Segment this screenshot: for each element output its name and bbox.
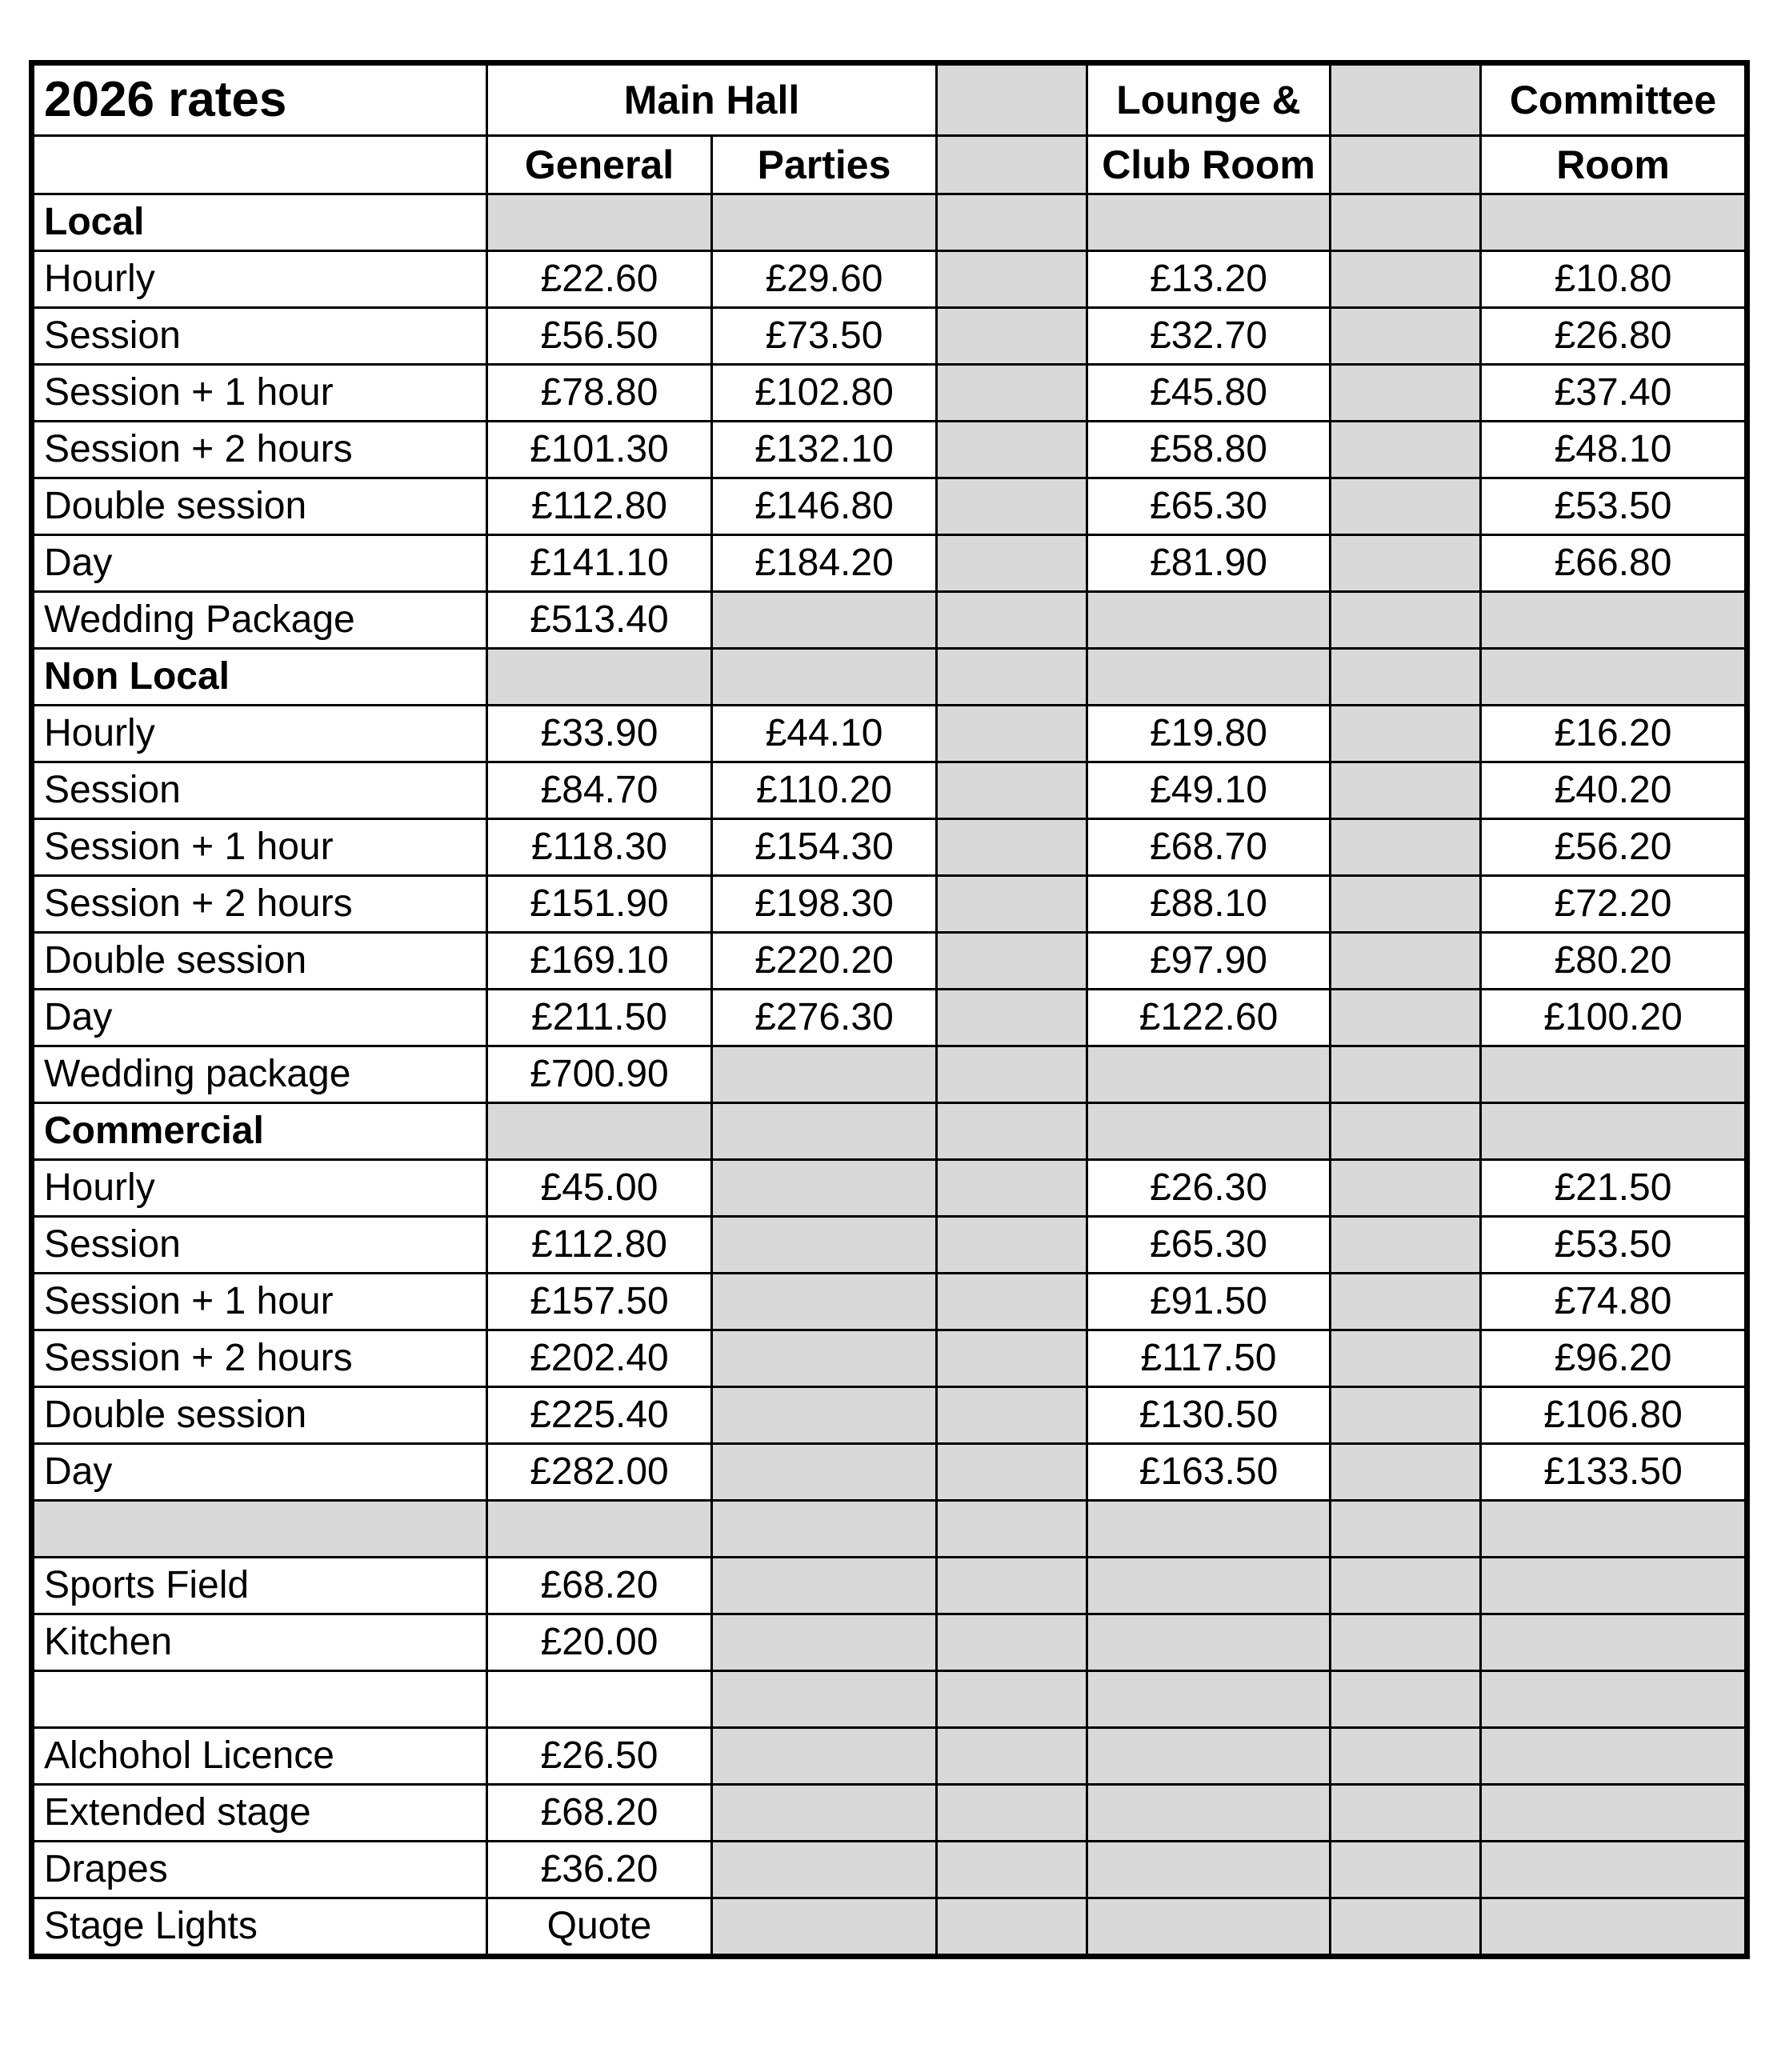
empty-cell — [32, 1671, 487, 1728]
spacer-column — [1331, 819, 1481, 876]
lounge-header-line2: Club Room — [1087, 136, 1331, 194]
row-label: Session + 2 hours — [32, 422, 487, 478]
row-label: Double session — [32, 478, 487, 535]
spacer-column — [937, 1274, 1087, 1330]
spacer-column — [937, 1330, 1087, 1387]
spacer-column — [1331, 1046, 1481, 1103]
committee-price: £10.80 — [1481, 251, 1747, 308]
shaded-cell — [712, 1785, 937, 1842]
shaded-cell — [1481, 1842, 1747, 1898]
shaded-cell — [1481, 1558, 1747, 1614]
committee-price: £133.50 — [1481, 1444, 1747, 1501]
shaded-cell — [937, 1103, 1087, 1160]
table-row — [32, 990, 1747, 1046]
table-row — [32, 819, 1747, 876]
spacer-column — [937, 478, 1087, 535]
main-hall-general-price: £151.90 — [487, 876, 712, 933]
spacer-column — [1331, 933, 1481, 990]
table-row — [32, 1614, 1747, 1671]
spacer-column — [1331, 251, 1481, 308]
spacer-column — [937, 251, 1087, 308]
shaded-cell — [1481, 1046, 1747, 1103]
lounge-price: £81.90 — [1087, 535, 1331, 592]
table-row — [32, 251, 1747, 308]
shaded-cell — [1481, 1501, 1747, 1558]
rates-table — [29, 60, 1750, 1959]
spacer-column — [1331, 592, 1481, 649]
row-label: Wedding Package — [32, 592, 487, 649]
table-row — [32, 592, 1747, 649]
section-header-row — [32, 194, 1747, 251]
blank-row — [32, 1501, 1747, 1558]
main-hall-parties-price: £73.50 — [712, 308, 937, 365]
spacer-column — [937, 63, 1087, 136]
main-hall-general-price: £211.50 — [487, 990, 712, 1046]
spacer-column — [937, 136, 1087, 194]
table-row — [32, 1330, 1747, 1387]
row-label: Kitchen — [32, 1614, 487, 1671]
shaded-cell — [487, 194, 712, 251]
shaded-cell — [1481, 592, 1747, 649]
section-title: Non Local — [32, 649, 487, 706]
shaded-cell — [712, 1728, 937, 1785]
shaded-cell — [1087, 1103, 1331, 1160]
table-row — [32, 1898, 1747, 1957]
shaded-cell — [712, 1501, 937, 1558]
spacer-column — [1331, 308, 1481, 365]
lounge-price: £32.70 — [1087, 308, 1331, 365]
row-label: Session + 1 hour — [32, 365, 487, 422]
table-row — [32, 1558, 1747, 1614]
table-row — [32, 535, 1747, 592]
row-label: Drapes — [32, 1842, 487, 1898]
shaded-cell — [712, 1274, 937, 1330]
lounge-price: £163.50 — [1087, 1444, 1331, 1501]
row-label: Wedding package — [32, 1046, 487, 1103]
main-hall-general-price: £700.90 — [487, 1046, 712, 1103]
lounge-price: £68.70 — [1087, 819, 1331, 876]
spacer-column — [937, 1898, 1087, 1957]
main-hall-parties-price: £276.30 — [712, 990, 937, 1046]
main-hall-general-price: £68.20 — [487, 1558, 712, 1614]
shaded-cell — [487, 649, 712, 706]
shaded-cell — [1087, 1501, 1331, 1558]
committee-price: £74.80 — [1481, 1274, 1747, 1330]
table-title: 2026 rates — [32, 63, 487, 136]
shaded-cell — [712, 592, 937, 649]
empty-cell — [487, 1671, 712, 1728]
shaded-cell — [487, 1103, 712, 1160]
spacer-column — [1331, 1274, 1481, 1330]
lounge-price: £49.10 — [1087, 762, 1331, 819]
shaded-cell — [1331, 1103, 1481, 1160]
shaded-cell — [712, 1898, 937, 1957]
shaded-cell — [1331, 1501, 1481, 1558]
table-row — [32, 1728, 1747, 1785]
lounge-price: £45.80 — [1087, 365, 1331, 422]
row-label: Session + 2 hours — [32, 1330, 487, 1387]
shaded-cell — [1087, 1046, 1331, 1103]
table-row — [32, 876, 1747, 933]
shaded-cell — [712, 194, 937, 251]
main-hall-general-price: £112.80 — [487, 1217, 712, 1274]
spacer-column — [937, 1160, 1087, 1217]
shaded-cell — [712, 1842, 937, 1898]
shaded-cell — [712, 1671, 937, 1728]
section-title: Commercial — [32, 1103, 487, 1160]
row-label: Sports Field — [32, 1558, 487, 1614]
main-hall-general-price: £26.50 — [487, 1728, 712, 1785]
lounge-price: £122.60 — [1087, 990, 1331, 1046]
spacer-column — [937, 1728, 1087, 1785]
main-hall-general-price: £78.80 — [487, 365, 712, 422]
shaded-cell — [712, 1330, 937, 1387]
main-hall-parties-price: £198.30 — [712, 876, 937, 933]
committee-price: £53.50 — [1481, 1217, 1747, 1274]
main-hall-general-price: £282.00 — [487, 1444, 712, 1501]
shaded-cell — [1087, 1728, 1331, 1785]
spacer-column — [937, 1558, 1087, 1614]
table-row — [32, 1046, 1747, 1103]
header-row-2 — [32, 136, 1747, 194]
lounge-header-line1: Lounge & — [1087, 63, 1331, 136]
main-hall-general-price: £33.90 — [487, 706, 712, 762]
spacer-column — [1331, 1898, 1481, 1957]
shaded-cell — [937, 1501, 1087, 1558]
spacer-column — [937, 308, 1087, 365]
main-hall-general-price: £101.30 — [487, 422, 712, 478]
table-row — [32, 308, 1747, 365]
section-header-row — [32, 1103, 1747, 1160]
table-row — [32, 706, 1747, 762]
lounge-price: £88.10 — [1087, 876, 1331, 933]
shaded-cell — [712, 1046, 937, 1103]
row-label: Hourly — [32, 251, 487, 308]
lounge-price: £65.30 — [1087, 1217, 1331, 1274]
row-label: Session + 2 hours — [32, 876, 487, 933]
main-hall-general-price: £20.00 — [487, 1614, 712, 1671]
spacer-column — [937, 1842, 1087, 1898]
main-hall-general-price: £157.50 — [487, 1274, 712, 1330]
spacer-column — [1331, 876, 1481, 933]
shaded-cell — [712, 1614, 937, 1671]
spacer-column — [1331, 1728, 1481, 1785]
row-label: Double session — [32, 1387, 487, 1444]
main-hall-general-price: £225.40 — [487, 1387, 712, 1444]
main-hall-parties-price: £132.10 — [712, 422, 937, 478]
spacer-column — [937, 706, 1087, 762]
shaded-cell — [1481, 649, 1747, 706]
row-label: Double session — [32, 933, 487, 990]
shaded-cell — [1087, 1558, 1331, 1614]
table-row — [32, 762, 1747, 819]
lounge-price: £13.20 — [1087, 251, 1331, 308]
shaded-cell — [1481, 194, 1747, 251]
spacer-column — [937, 1046, 1087, 1103]
table-row — [32, 1785, 1747, 1842]
spacer-column — [1331, 1785, 1481, 1842]
main-hall-header: Main Hall — [487, 63, 937, 136]
shaded-cell — [1087, 592, 1331, 649]
main-hall-general-price: £36.20 — [487, 1842, 712, 1898]
spacer-column — [1331, 1842, 1481, 1898]
main-hall-general-price: £118.30 — [487, 819, 712, 876]
committee-price: £53.50 — [1481, 478, 1747, 535]
main-hall-parties-price: £220.20 — [712, 933, 937, 990]
main-hall-general-price: £68.20 — [487, 1785, 712, 1842]
spacer-column — [1331, 1217, 1481, 1274]
spacer-column — [1331, 1330, 1481, 1387]
shaded-cell — [1087, 1671, 1331, 1728]
shaded-cell — [1481, 1103, 1747, 1160]
table-row — [32, 1274, 1747, 1330]
lounge-price: £97.90 — [1087, 933, 1331, 990]
spacer-column — [1331, 1614, 1481, 1671]
spacer-column — [937, 1217, 1087, 1274]
spacer-column — [937, 535, 1087, 592]
row-label: Session — [32, 308, 487, 365]
main-hall-parties-price: £110.20 — [712, 762, 937, 819]
table-row — [32, 1217, 1747, 1274]
row-label: Stage Lights — [32, 1898, 487, 1957]
committee-price: £37.40 — [1481, 365, 1747, 422]
row-label: Session — [32, 1217, 487, 1274]
spacer-column — [937, 762, 1087, 819]
spacer-column — [937, 592, 1087, 649]
shaded-cell — [1331, 1671, 1481, 1728]
spacer-column — [937, 990, 1087, 1046]
spacer-column — [1331, 762, 1481, 819]
row-label: Day — [32, 535, 487, 592]
spacer-column — [1331, 136, 1481, 194]
committee-header-line2: Room — [1481, 136, 1747, 194]
main-hall-general-price: £45.00 — [487, 1160, 712, 1217]
shaded-cell — [1481, 1728, 1747, 1785]
row-label: Alchohol Licence — [32, 1728, 487, 1785]
parties-header: Parties — [712, 136, 937, 194]
shaded-cell — [712, 1444, 937, 1501]
table-row — [32, 1444, 1747, 1501]
main-hall-general-price: £84.70 — [487, 762, 712, 819]
table-row — [32, 1387, 1747, 1444]
spacer-column — [1331, 706, 1481, 762]
main-hall-parties-price: £102.80 — [712, 365, 937, 422]
committee-price: £66.80 — [1481, 535, 1747, 592]
main-hall-general-price: £169.10 — [487, 933, 712, 990]
committee-price: £48.10 — [1481, 422, 1747, 478]
committee-price: £100.20 — [1481, 990, 1747, 1046]
row-label: Session + 1 hour — [32, 819, 487, 876]
spacer-column — [937, 1444, 1087, 1501]
committee-price: £40.20 — [1481, 762, 1747, 819]
committee-price: £106.80 — [1481, 1387, 1747, 1444]
row-label: Hourly — [32, 706, 487, 762]
main-hall-general-price: £141.10 — [487, 535, 712, 592]
header-blank — [32, 136, 487, 194]
shaded-cell — [712, 1103, 937, 1160]
row-label: Hourly — [32, 1160, 487, 1217]
main-hall-parties-price: £146.80 — [712, 478, 937, 535]
committee-price: £21.50 — [1481, 1160, 1747, 1217]
spacer-column — [1331, 990, 1481, 1046]
spacer-column — [1331, 1160, 1481, 1217]
spacer-column — [1331, 1387, 1481, 1444]
lounge-price: £58.80 — [1087, 422, 1331, 478]
shaded-cell — [1087, 649, 1331, 706]
committee-price: £72.20 — [1481, 876, 1747, 933]
main-hall-general-price: Quote — [487, 1898, 712, 1957]
main-hall-general-price: £513.40 — [487, 592, 712, 649]
shaded-cell — [712, 1160, 937, 1217]
shaded-cell — [712, 649, 937, 706]
row-label: Day — [32, 1444, 487, 1501]
section-title: Local — [32, 194, 487, 251]
shaded-cell — [712, 1217, 937, 1274]
shaded-cell — [937, 194, 1087, 251]
row-label: Extended stage — [32, 1785, 487, 1842]
spacer-column — [1331, 1444, 1481, 1501]
spacer-column — [937, 1785, 1087, 1842]
general-header: General — [487, 136, 712, 194]
row-label: Session — [32, 762, 487, 819]
section-header-row — [32, 649, 1747, 706]
shaded-cell — [487, 1501, 712, 1558]
shaded-cell — [1481, 1785, 1747, 1842]
main-hall-parties-price: £29.60 — [712, 251, 937, 308]
row-label: Session + 1 hour — [32, 1274, 487, 1330]
header-row-1 — [32, 63, 1747, 136]
spacer-column — [1331, 1558, 1481, 1614]
lounge-price: £117.50 — [1087, 1330, 1331, 1387]
blank-row — [32, 1671, 1747, 1728]
spacer-column — [937, 933, 1087, 990]
main-hall-general-price: £22.60 — [487, 251, 712, 308]
spacer-column — [937, 1614, 1087, 1671]
table-row — [32, 1160, 1747, 1217]
lounge-price: £91.50 — [1087, 1274, 1331, 1330]
committee-price: £26.80 — [1481, 308, 1747, 365]
shaded-cell — [1331, 194, 1481, 251]
spacer-column — [937, 422, 1087, 478]
lounge-price: £65.30 — [1087, 478, 1331, 535]
committee-price: £56.20 — [1481, 819, 1747, 876]
shaded-cell — [1481, 1671, 1747, 1728]
shaded-cell — [1481, 1898, 1747, 1957]
shaded-cell — [937, 1671, 1087, 1728]
spacer-column — [1331, 535, 1481, 592]
rates-body — [32, 194, 1747, 1957]
lounge-price: £26.30 — [1087, 1160, 1331, 1217]
spacer-column — [1331, 365, 1481, 422]
spacer-column — [937, 1387, 1087, 1444]
lounge-price: £130.50 — [1087, 1387, 1331, 1444]
shaded-cell — [1087, 194, 1331, 251]
committee-price: £80.20 — [1481, 933, 1747, 990]
spacer-column — [1331, 478, 1481, 535]
shaded-cell — [712, 1387, 937, 1444]
shaded-cell — [1087, 1842, 1331, 1898]
main-hall-general-price: £202.40 — [487, 1330, 712, 1387]
main-hall-parties-price: £44.10 — [712, 706, 937, 762]
shaded-cell — [1087, 1898, 1331, 1957]
table-row — [32, 933, 1747, 990]
committee-header-line1: Committee — [1481, 63, 1747, 136]
spacer-column — [937, 876, 1087, 933]
table-row — [32, 478, 1747, 535]
main-hall-parties-price: £154.30 — [712, 819, 937, 876]
spacer-column — [1331, 63, 1481, 136]
shaded-cell — [1481, 1614, 1747, 1671]
row-label: Day — [32, 990, 487, 1046]
shaded-cell — [1087, 1785, 1331, 1842]
shaded-cell — [1331, 649, 1481, 706]
committee-price: £96.20 — [1481, 1330, 1747, 1387]
table-row — [32, 365, 1747, 422]
table-row — [32, 1842, 1747, 1898]
lounge-price: £19.80 — [1087, 706, 1331, 762]
main-hall-parties-price: £184.20 — [712, 535, 937, 592]
committee-price: £16.20 — [1481, 706, 1747, 762]
shaded-cell — [937, 649, 1087, 706]
table-row — [32, 422, 1747, 478]
main-hall-general-price: £56.50 — [487, 308, 712, 365]
shaded-cell — [32, 1501, 487, 1558]
spacer-column — [937, 819, 1087, 876]
shaded-cell — [1087, 1614, 1331, 1671]
spacer-column — [1331, 422, 1481, 478]
spacer-column — [937, 365, 1087, 422]
main-hall-general-price: £112.80 — [487, 478, 712, 535]
shaded-cell — [712, 1558, 937, 1614]
